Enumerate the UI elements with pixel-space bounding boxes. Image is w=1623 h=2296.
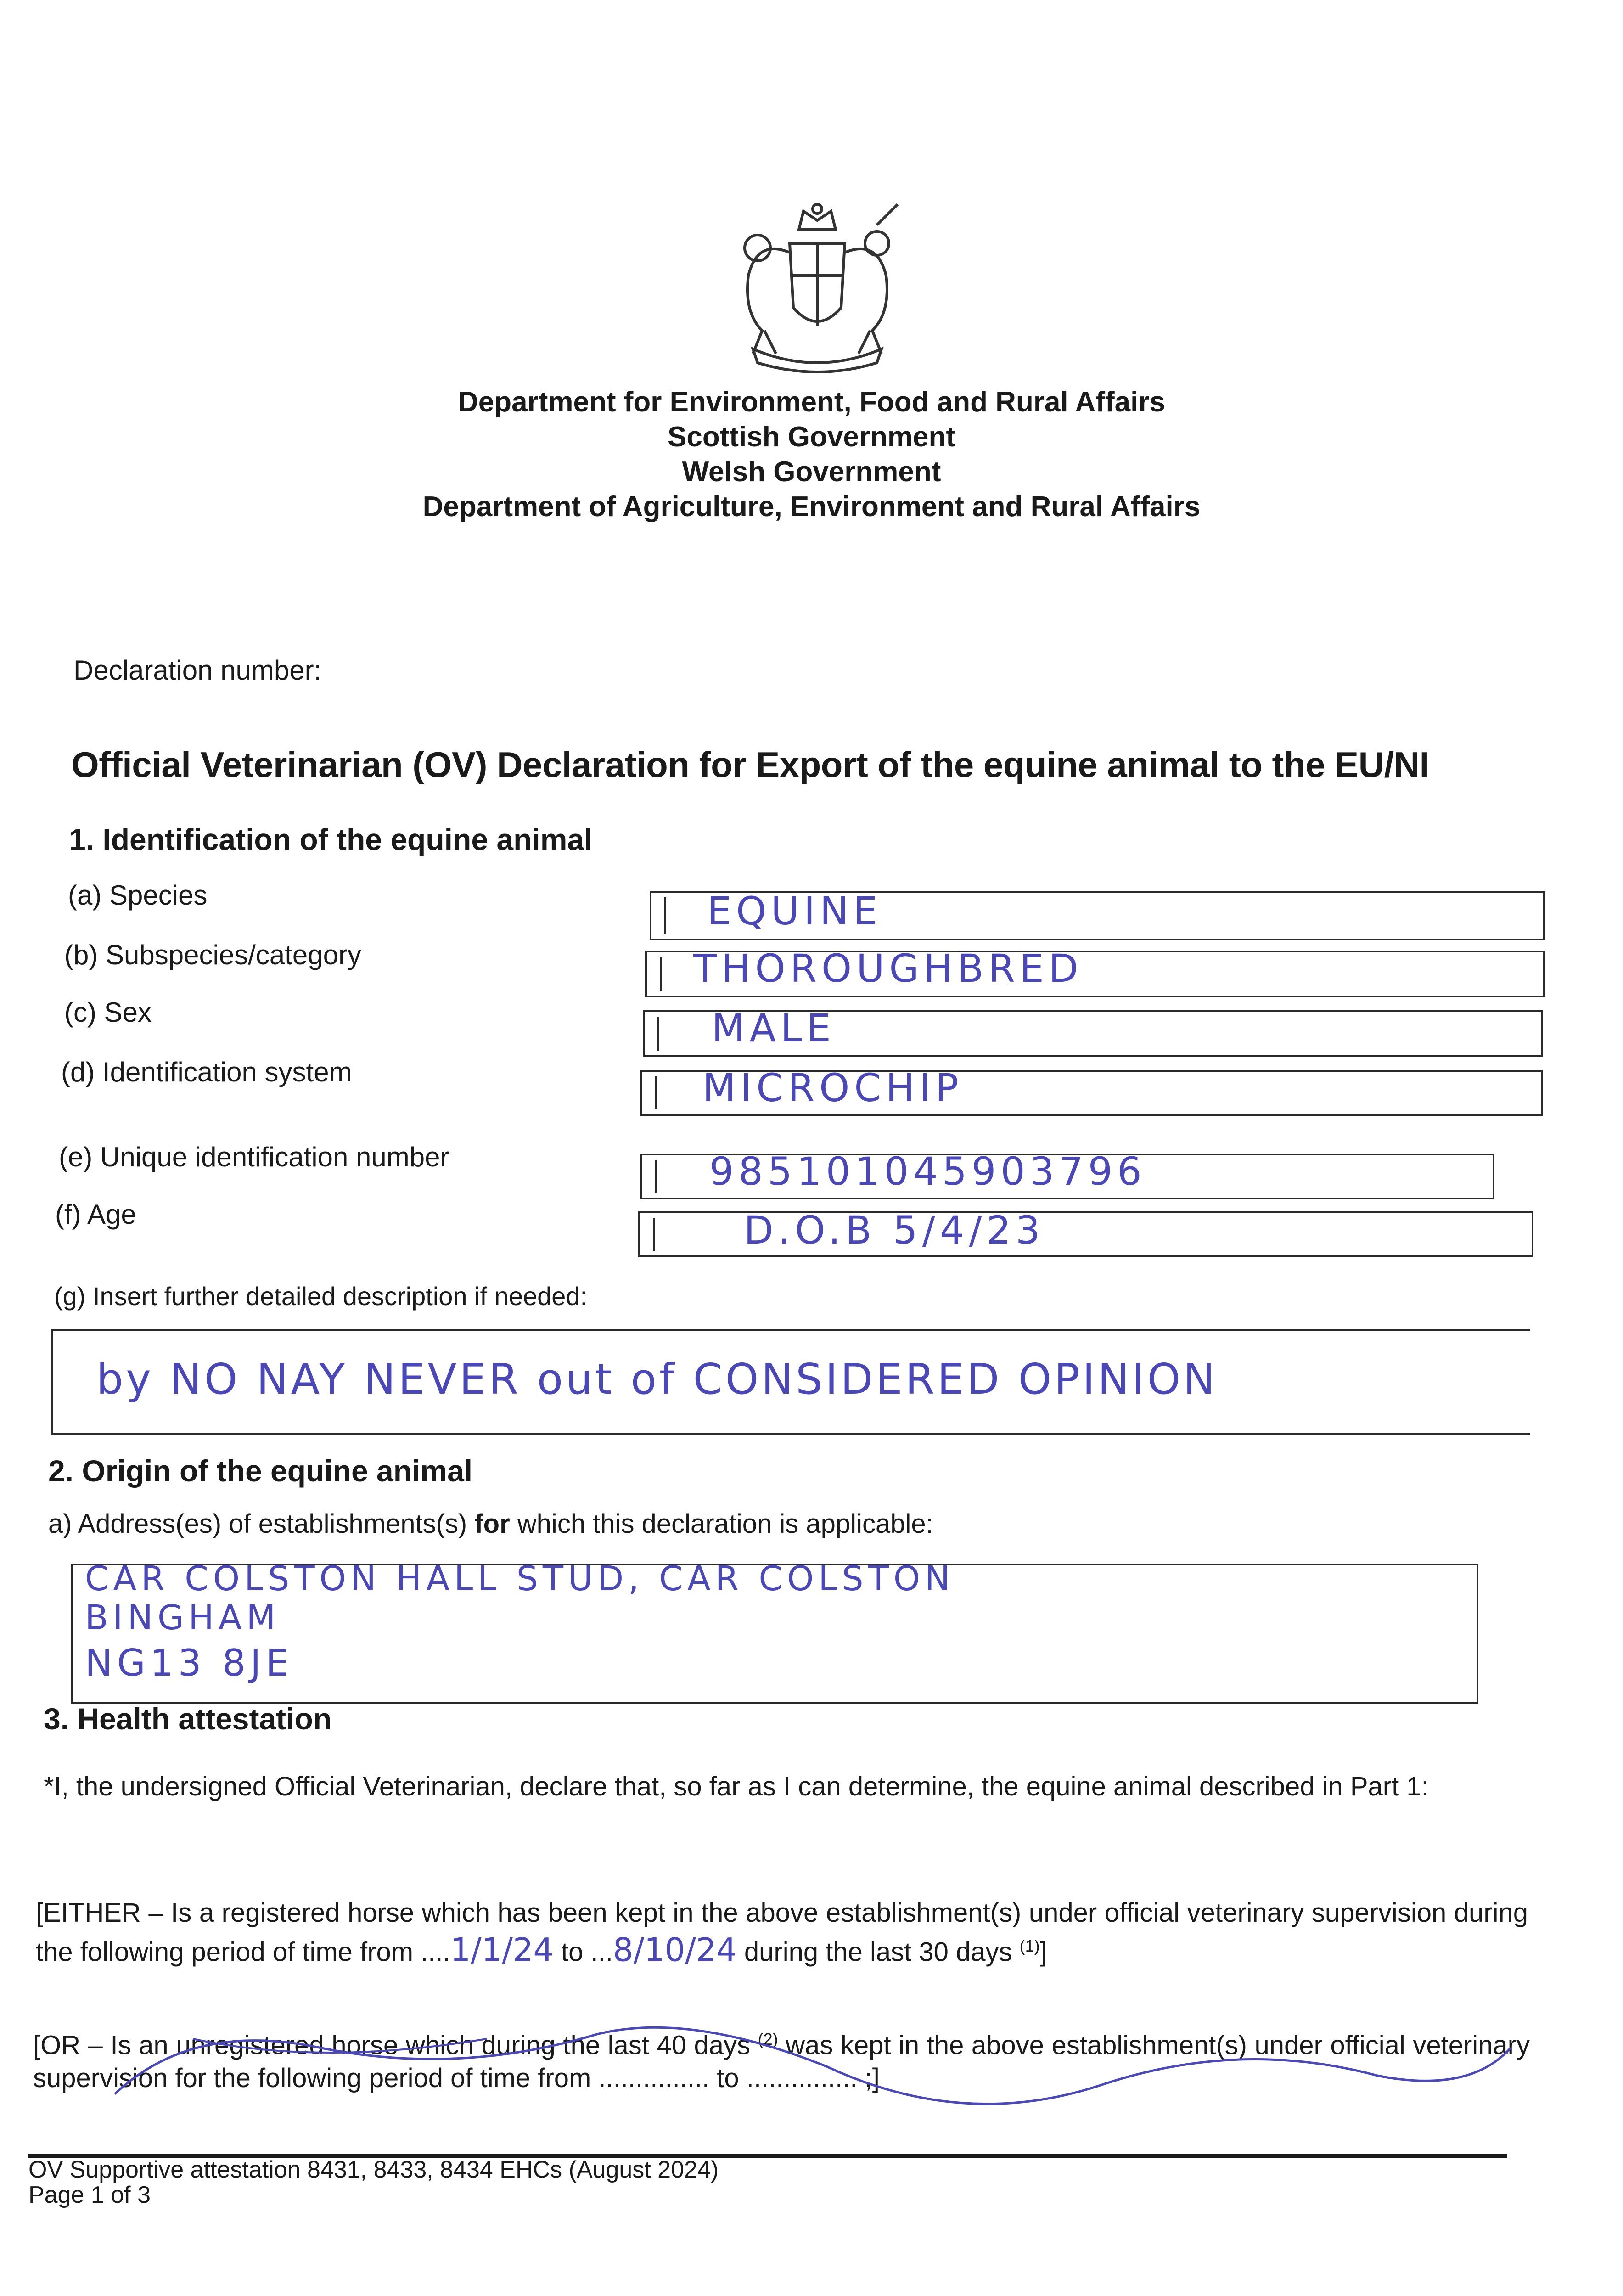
either-from-date: 1/1/24 [450, 1931, 554, 1969]
species-value: EQUINE [707, 889, 882, 934]
address-label-post: which this declaration is applicable: [510, 1509, 933, 1539]
either-to-date: 8/10/24 [612, 1931, 737, 1969]
declaration-number-label: Declaration number: [73, 655, 322, 686]
footer-page-number: Page 1 of 3 [28, 2182, 151, 2208]
subspecies-value: THOROUGHBRED [693, 946, 1083, 991]
sex-label: (c) Sex [64, 997, 152, 1028]
unique-id-value: 985101045903796 [709, 1149, 1146, 1194]
section-2-heading: 2. Origin of the equine animal [48, 1454, 473, 1488]
either-text-1: [EITHER – Is a registered horse which has been kept in the above establishment(s) under official veterinary supervision during the following period of time from [36, 1898, 1528, 1967]
or-footnote-ref: (2) [758, 2030, 778, 2048]
section-1-heading: 1. Identification of the equine animal [69, 822, 593, 856]
address-line-3: NG13 8JE [85, 1642, 294, 1684]
further-description-label: (g) Insert further detailed description if needed: [54, 1282, 588, 1311]
section-3-heading: 3. Health attestation [44, 1702, 332, 1736]
age-value: D.O.B 5/4/23 [744, 1208, 1045, 1253]
further-description-value: by NO NAY NEVER out of CONSIDERED OPINION [96, 1355, 1218, 1404]
subspecies-label: (b) Subspecies/category [64, 940, 361, 970]
or-text-1: [OR – Is an unregistered horse which during the last 40 days [33, 2030, 758, 2060]
department-scottish-government: Scottish Government [668, 421, 955, 453]
or-text-2: was kept in the above establishment(s) under official veterinary supervision for the following period of time from ............... to ............... ;] [33, 2030, 1530, 2093]
page-title: Official Veterinarian (OV) Declaration for Export of the equine animal to the EU/NI [71, 744, 1429, 785]
either-text-2: during the last 30 days [736, 1937, 1020, 1967]
either-end: ] [1039, 1937, 1047, 1967]
either-dots: .... [421, 1937, 450, 1967]
address-label-pre: a) Address(es) of establishments(s) [48, 1509, 475, 1539]
address-line-2: BINGHAM [85, 1598, 281, 1638]
either-footnote-ref: (1) [1019, 1936, 1040, 1955]
either-to: to ... [553, 1937, 613, 1967]
identification-system-value: MICROCHIP [702, 1065, 963, 1110]
species-label: (a) Species [68, 880, 208, 911]
health-attestation-intro: *I, the undersigned Official Veterinarian, declare that, so far as I can determine, the equine animal described in Part 1: [44, 1772, 1429, 1801]
address-line-1: CAR COLSTON HALL STUD, CAR COLSTON [85, 1559, 955, 1598]
unique-id-label: (e) Unique identification number [59, 1142, 449, 1172]
department-daera: Department of Agriculture, Environment and Rural Affairs [422, 491, 1201, 523]
age-label: (f) Age [55, 1199, 136, 1230]
department-welsh-government: Welsh Government [682, 456, 941, 488]
footer-attestation-ref: OV Supportive attestation 8431, 8433, 8434 EHCs (August 2024) [28, 2156, 719, 2183]
department-defra: Department for Environment, Food and Rural Affairs [458, 386, 1165, 418]
sex-value: MALE [712, 1006, 836, 1051]
address-label-bold: for [474, 1509, 510, 1539]
identification-system-label: (d) Identification system [61, 1057, 352, 1087]
